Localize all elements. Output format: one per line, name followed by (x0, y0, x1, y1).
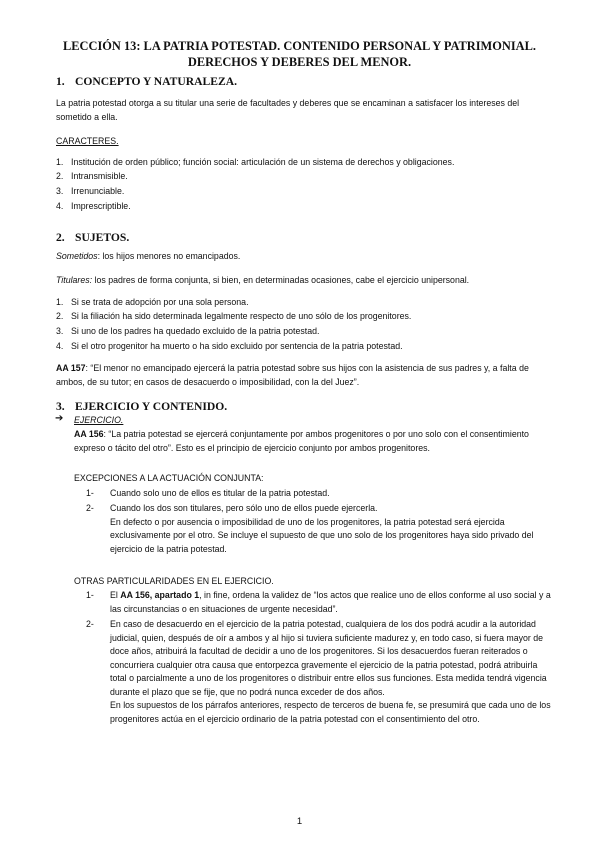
section-1-heading (56, 75, 237, 88)
list-item: 3. Si uno de los padres ha quedado excluido de la patria potestad. (56, 326, 320, 336)
list-item: 2. Si la filiación ha sido determinada legalmente respecto de uno sólo de los progenitores. (56, 311, 412, 321)
list-item: 2- Cuando los dos son titulares, pero sólo uno de ellos puede ejercerla. En defecto o por ausencia o imposibilidad de uno de los progenitores, la patria potestad será ejercida exclusivamente por el otro. Se incluye el supuesto de que uno solo de los progenitores haya sido privado del ejercicio de la patria potestad. (86, 503, 534, 554)
titulares-paragraph: Titulares: los padres de forma conjunta, si bien, en determinadas ocasiones, cabe el ejercicio unipersonal. (56, 275, 470, 285)
page-number: 1 (296, 816, 303, 827)
list-item: 4. Imprescriptible. (56, 201, 131, 211)
aa157-paragraph: AA 157: “El menor no emancipado ejercerá la patria potestad sobre sus hijos con la asistencia de sus padres y, a falta de ambos, de su tutor; en casos de desacuerdo o imposibilidad, con la del Juez”. (56, 363, 529, 387)
excepciones-label: EXCEPCIONES A LA ACTUACIÓN CONJUNTA: (74, 473, 264, 483)
list-item: 2- En caso de desacuerdo en el ejercicio de la patria potestad, cualquiera de los dos podrá acudir a la autoridad judicial, quien, después de oír a ambos y al hijo si tuviera suficiente madurez y, en todo caso, si fuera mayor de doce años, atribuirá la facultad de decidir a uno de los progenitores. Si los desacuerdos fueran reiterados o concurriera cualquier otra causa que entorpezca gravemente el ejercicio de la patria potestad, podrá atribuirla total o parcialmente a uno de los progenitores o distribuir entre ellos sus funciones. Esta medida tendrá vigencia durante el plazo que se fije, que no podrá nunca exceder de dos años. En los supuestos de los párrafos anteriores, respecto de terceros de buena fe, se presumirá que cada uno de los progenitores actúa en el ejercicio ordinario de la patria potestad con el consentimiento del otro. (86, 619, 551, 724)
section-1-title: CONCEPTO Y NATURALEZA. (75, 75, 238, 88)
list-item: 1. Institución de orden público; función social: articulación de un sistema de derechos y obligaciones. (56, 157, 455, 167)
otras-label: OTRAS PARTICULARIDADES EN EL EJERCICIO. (74, 576, 274, 586)
list-item: 3. Irrenunciable. (56, 186, 125, 196)
section-2-heading: 2. SUJETOS. (56, 231, 130, 244)
list-item: 1. Si se trata de adopción por una sola persona. (56, 297, 249, 307)
section-1-paragraph: La patria potestad otorga a su titular una serie de facultades y deberes que se encaminan a satisfacer los intereses del sometido a ella. (56, 98, 520, 122)
title-line-2: DERECHOS Y DEBERES DEL MENOR. (187, 55, 412, 69)
list-item: 1- El AA 156, apartado 1, in fine, ordena la validez de “los actos que realice uno de ellos conforme al uso social y a las circunstancias o en situaciones de urgente necesidad”. (86, 590, 551, 614)
list-item: 4. Si el otro progenitor ha muerto o ha sido excluido por sentencia de la patria potestad. (56, 341, 403, 351)
caracteres-label: CARACTERES. (56, 136, 119, 146)
arrow-icon: ➔ (55, 413, 64, 424)
ejercicio-label: EJERCICIO. (74, 415, 124, 425)
title-line-1: LECCIÓN 13: LA PATRIA POTESTAD. CONTENIDO PERSONAL Y PATRIMONIAL. (63, 39, 536, 53)
list-item: 2. Intransmisible. (56, 171, 128, 181)
section-1-number: 1. (56, 75, 65, 88)
sometidos-paragraph: Sometidos: los hijos menores no emancipados. (56, 251, 241, 261)
lesson-title (40, 38, 559, 70)
list-item: 1- Cuando solo uno de ellos es titular de la patria potestad. (86, 488, 330, 498)
aa156-paragraph: AA 156: “La patria potestad se ejercerá conjuntamente por ambos progenitores o por uno solo con el consentimiento expreso o tácito del otro”. Esto es el principio de ejercicio conjunto por ambos progenitores. (74, 429, 529, 453)
section-3-heading: 3. EJERCICIO Y CONTENIDO. (56, 400, 228, 413)
